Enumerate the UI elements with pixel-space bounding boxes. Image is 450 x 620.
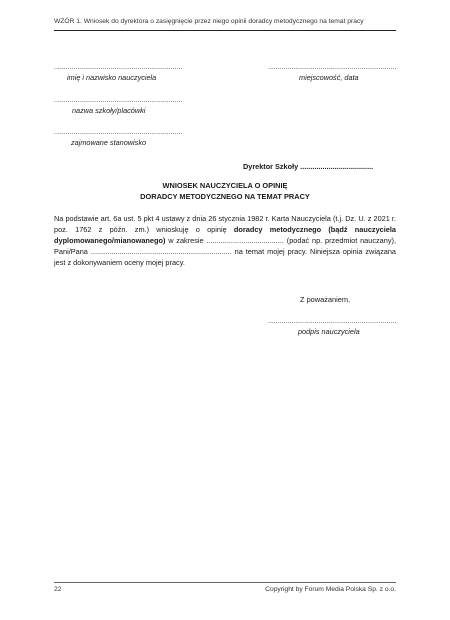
running-header: WZÓR 1. Wniosek do dyrektora o zasięgnięcie przez niego opinii doradcy metodycznego na temat pracy <box>54 18 364 25</box>
request-paragraph <box>54 213 396 268</box>
copyright-notice: Copyright by Forum Media Polska Sp. z o.o. <box>265 586 396 593</box>
document-title <box>54 180 396 202</box>
body-text-2: w zakresie ...................................... (podać np. przedmiot nauczany), Pani/Pana ..................................................................... na temat mojej pracy. Niniejsza opinia związana jest z dokonywaniem oceny mojej pracy. <box>54 236 396 267</box>
footer-divider <box>54 582 396 583</box>
signature-caption: podpis nauczyciela <box>298 327 360 336</box>
body-text-1: Na podstawie art. 6a ust. 5 pkt 4 ustawy z dnia 26 stycznia 1982 r. Karta Nauczyciela (t.j. Dz. U. z 2021 r. poz. 1762 z późn. zm.) wnioskuję o opinię <box>54 214 396 234</box>
title-line-1: WNIOSEK NAUCZYCIELA O OPINIĘ <box>162 181 288 190</box>
header-divider <box>54 30 396 31</box>
teacher-name-caption: imię i nazwisko nauczyciela <box>67 73 157 82</box>
signature-dotline: .................................................................. <box>268 318 396 325</box>
page-number: 22 <box>54 586 62 593</box>
school-name-caption: nazwa szkoły/placówki <box>72 106 146 115</box>
place-date-caption: miejscowość, data <box>299 73 359 82</box>
teacher-name-dotline: .................................................................. <box>54 64 182 71</box>
place-date-dotline: .................................................................. <box>268 64 396 71</box>
position-caption: zajmowane stanowisko <box>71 138 147 147</box>
addressee: Dyrektor Szkoły .................................... <box>243 162 374 171</box>
school-name-dotline: .................................................................. <box>54 97 182 104</box>
position-dotline: .................................................................. <box>54 129 182 136</box>
closing-greeting: Z poważaniem, <box>300 295 351 304</box>
body-bold-text: doradcy metodycznego (bądź nauczyciela dyplomowanego/mianowanego) <box>54 225 396 245</box>
title-line-2: DORADCY METODYCZNEGO NA TEMAT PRACY <box>140 192 310 201</box>
